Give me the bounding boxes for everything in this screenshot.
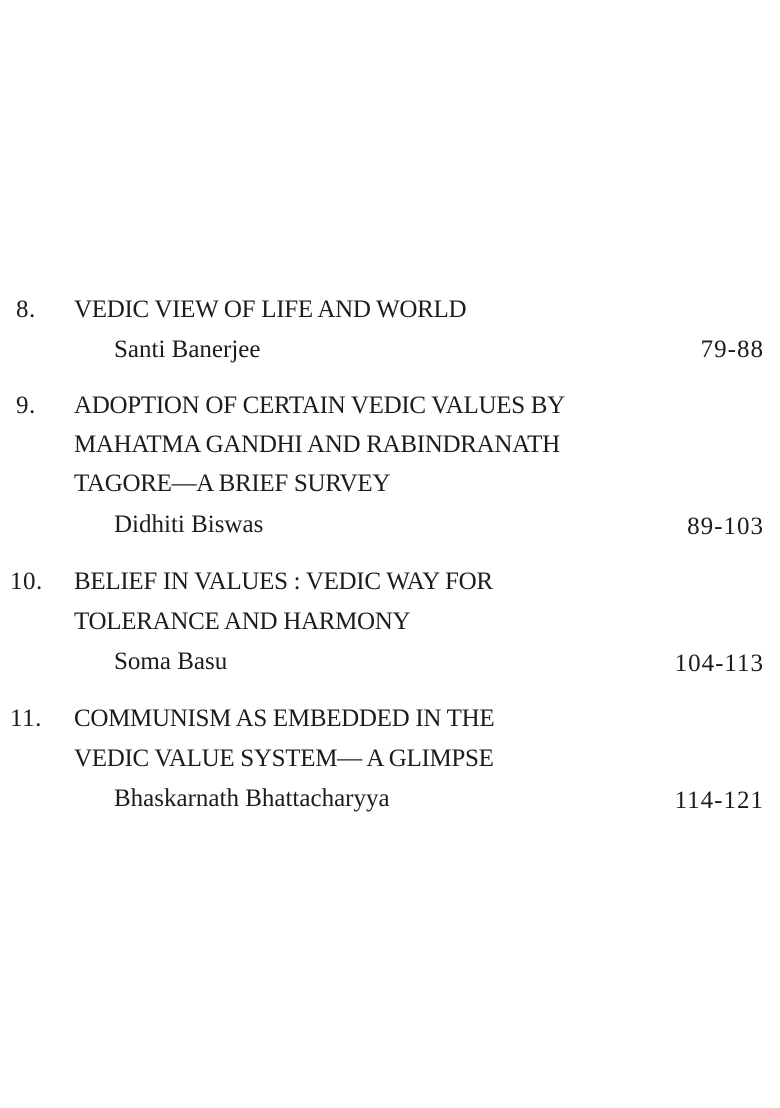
entry-title-line: MAHATMA GANDHI AND RABINDRANATH <box>74 431 560 458</box>
entry-author: Soma Basu <box>114 648 228 675</box>
entry-author: Santi Banerjee <box>114 336 261 363</box>
entry-title-line: COMMUNISM AS EMBEDDED IN THE <box>74 705 495 732</box>
entry-title-line: VEDIC VIEW OF LIFE AND WORLD <box>74 296 467 323</box>
entry-title-line: TAGORE—A BRIEF SURVEY <box>74 470 391 497</box>
entry-author: Didhiti Biswas <box>114 511 264 538</box>
entry-number: 10. <box>10 568 43 595</box>
entry-number: 9. <box>16 392 36 419</box>
entry-page-range: 104-113 <box>674 650 764 677</box>
entry-page-range: 114-121 <box>674 787 764 814</box>
entry-author: Bhaskarnath Bhattacharyya <box>114 785 390 812</box>
entry-title-line: TOLERANCE AND HARMONY <box>74 608 411 635</box>
entry-title-line: BELIEF IN VALUES : VEDIC WAY FOR <box>74 568 493 595</box>
entry-number: 11. <box>10 705 42 732</box>
entry-title-line: ADOPTION OF CERTAIN VEDIC VALUES BY <box>74 392 565 419</box>
entry-page-range: 89-103 <box>687 513 764 540</box>
entry-title-line: VEDIC VALUE SYSTEM— A GLIMPSE <box>74 745 494 772</box>
entry-number: 8. <box>16 296 36 323</box>
entry-page-range: 79-88 <box>700 336 764 363</box>
